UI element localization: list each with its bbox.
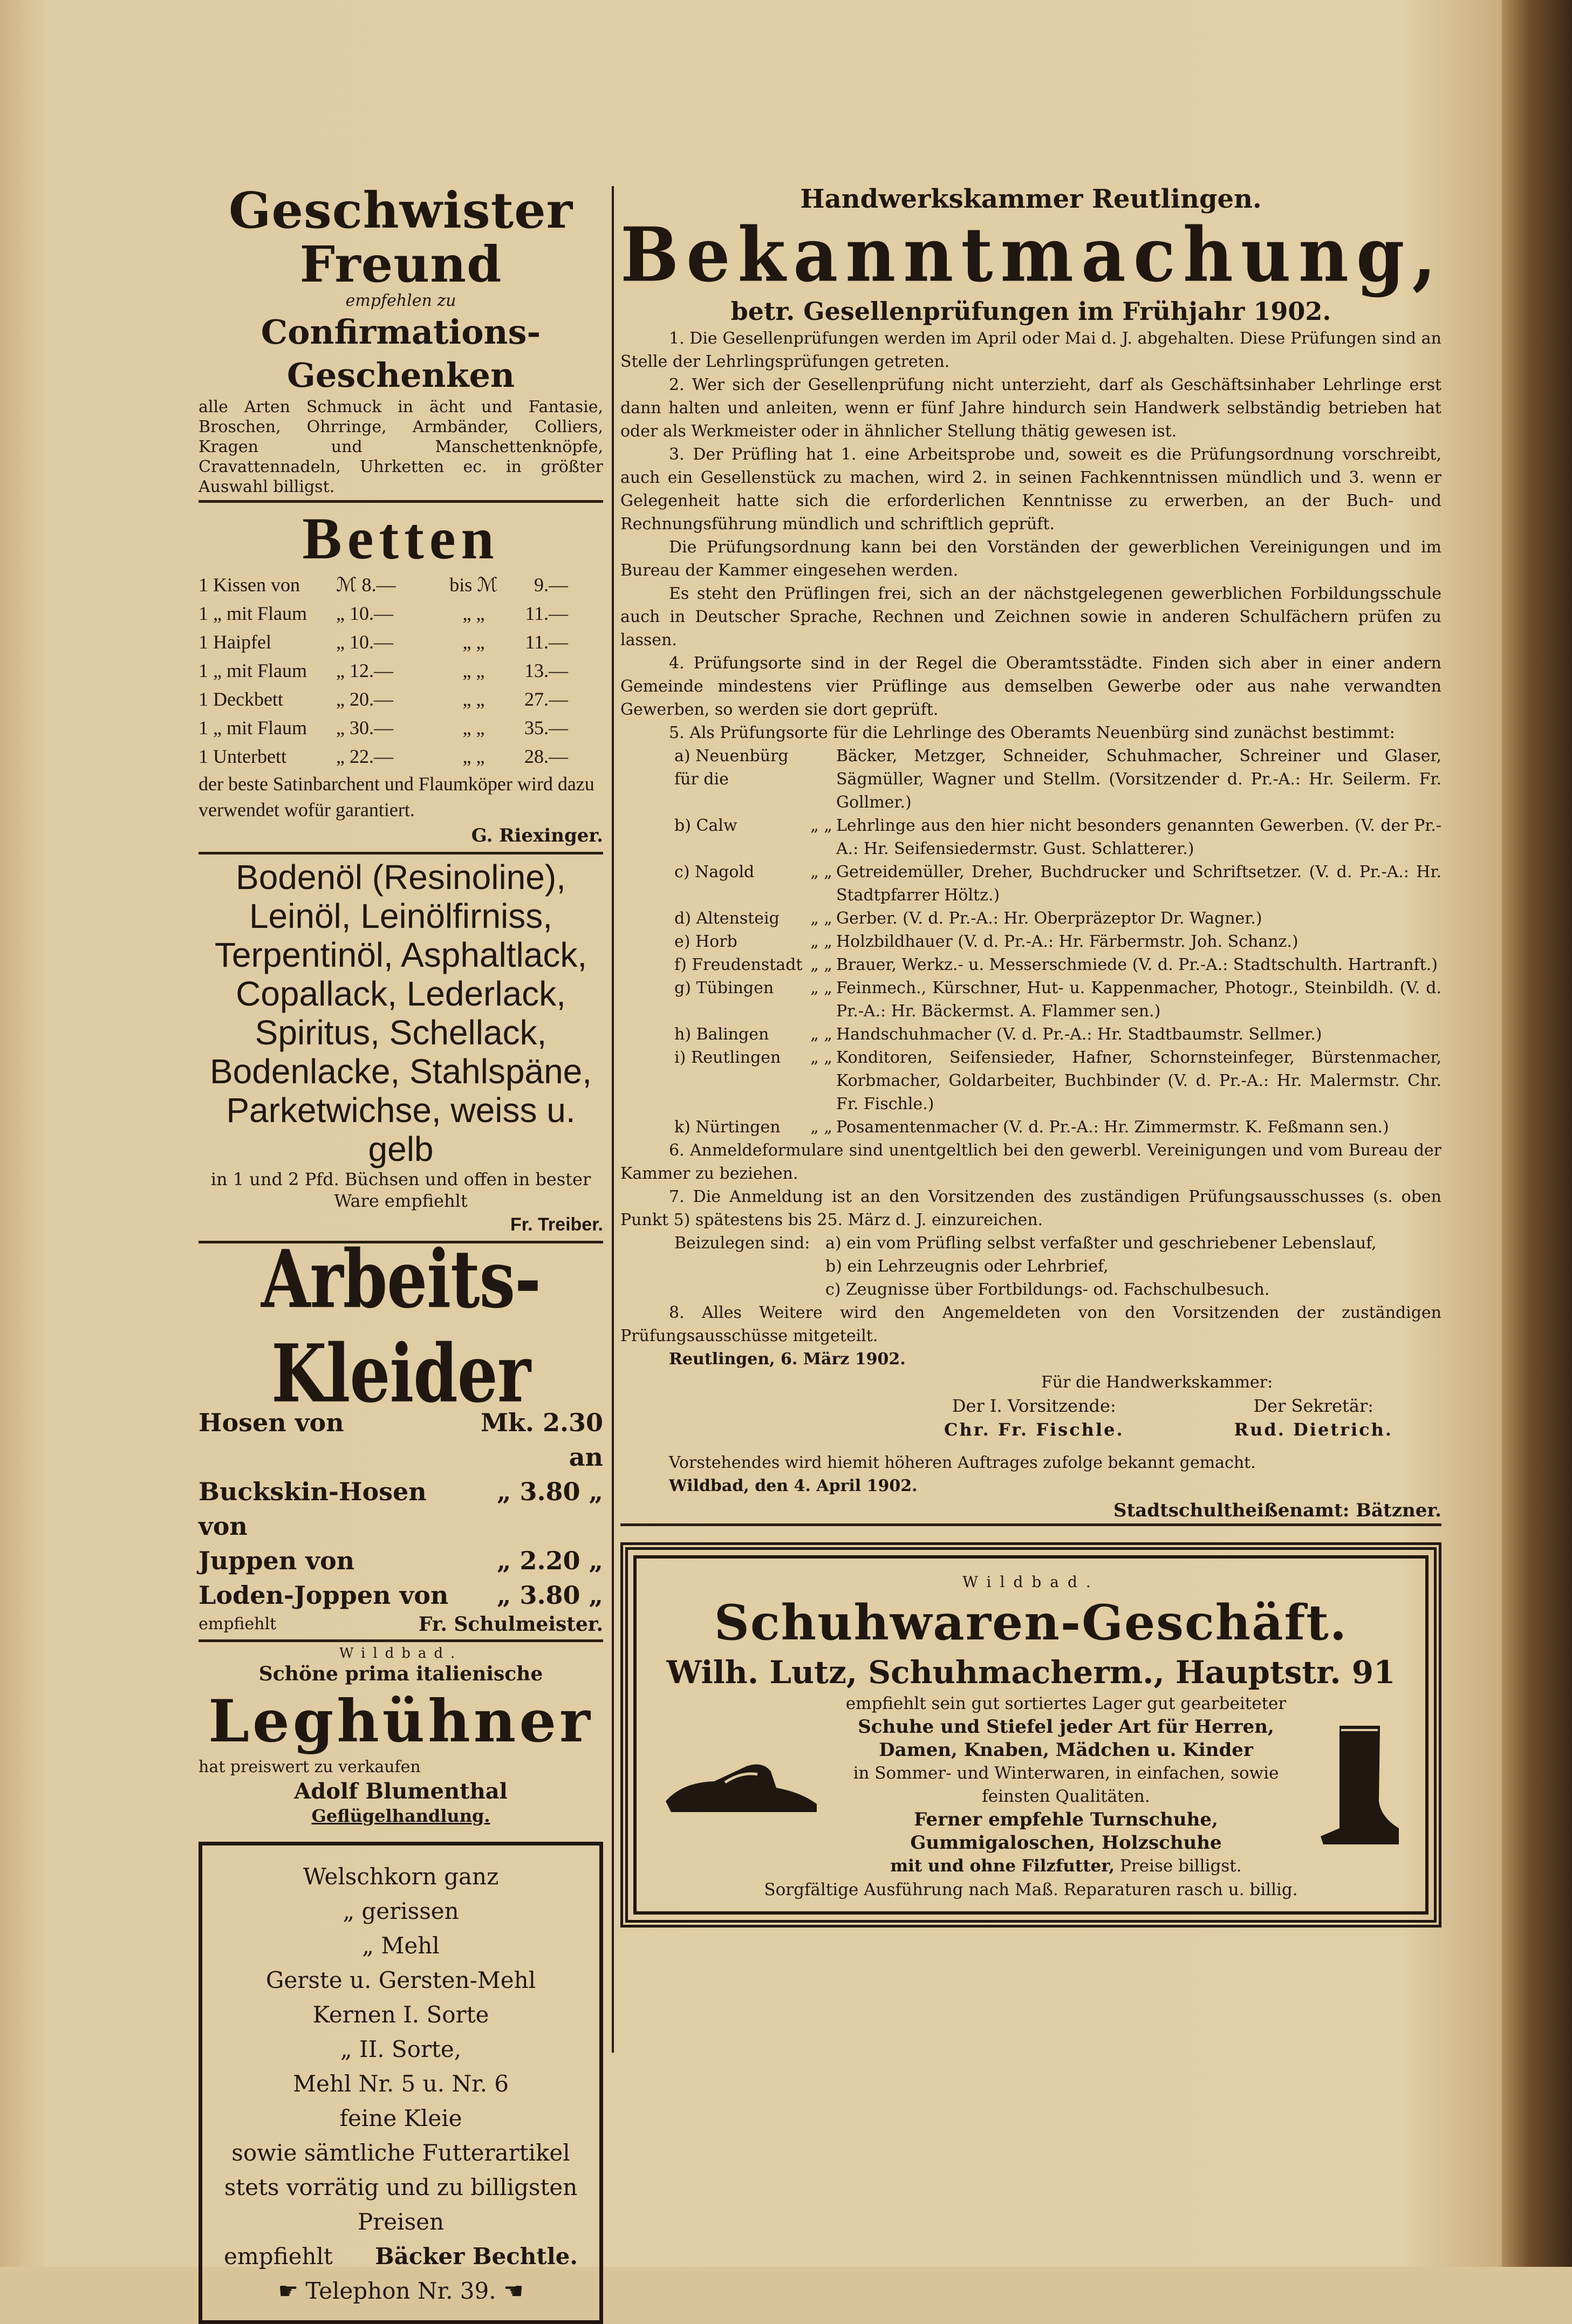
oil-line: Parketwichse, weiss u. gelb [226,1091,576,1168]
price-cell: „ 10.— [336,603,393,624]
ad-text: alle Arten Schmuck in ächt und Fantasie, Broschen, Ohrringe, Armbänder, Colliers, Kragen und Manschettenknöpfe, Cravattennadeln, Uhrketten ec. in größter Auswahl billigst. [199,398,603,496]
ad-leghuehner [199,1645,603,1827]
ad-signature: Fr. Schulmeister. [418,1613,603,1636]
price-row [199,742,603,771]
price-cell: „ „ [462,717,485,739]
location-row [620,953,1441,976]
item-price: Mk. 2.30 an [481,1408,603,1472]
ad-name: Adolf Blumenthal [294,1779,508,1804]
price-cell: 1 Kissen von [199,574,300,596]
attachments-list [620,1232,1441,1301]
attachment-item: c) Zeugnisse über Fortbildungs- od. Fachschulbesuch. [825,1280,1270,1299]
location-name: c) Nagold [674,863,755,881]
price-row [199,571,603,599]
oil-line: Bodenlacke, Stahlspäne, [209,1052,592,1091]
location-trades: Holzbildhauer (V. d. Pr.-A.: Hr. Färbermstr. Joh. Schanz.) [836,932,1298,951]
item-price: „ 3.80 „ [497,1477,603,1506]
pointing-hand-left-icon: ☚ [503,2278,524,2304]
signature-role: Der Sekretär: [1253,1396,1374,1416]
price-row [199,714,603,742]
price-row [199,1474,603,1543]
price-cell: „ 22.— [336,746,393,767]
location-name: e) Horb [674,932,737,951]
price-cell: 1 Deckbett [199,688,283,710]
goods-line: „ II. Sorte, [340,2036,462,2062]
price-cell: 1 Haipfel [199,631,271,653]
ad-title: Schuhwaren-Geschäft. [714,1594,1348,1651]
signature-role: Der I. Vorsitzende: [952,1396,1116,1416]
location-trades: Getreidemüller, Dreher, Buchdrucker und Schriftsetzer. (V. d. Pr.-A.: Hr. Stadtpfarrer Höltz.) [836,863,1441,905]
price-row [199,1543,603,1578]
location-ditto: „ „ [810,1048,832,1067]
ad-signature: G. Riexinger. [471,825,603,846]
signature-chair [944,1394,1124,1441]
price-cell: „ „ [462,631,485,653]
price-cell: 1 „ mit Flaum [199,660,307,681]
notice-heading: Handwerkskammer Reutlingen. [800,184,1262,214]
price-row [199,1578,603,1612]
attachment-item: a) ein vom Prüfling selbst verfaßter und geschriebener Lebenslauf, [825,1234,1377,1253]
ad-text-block [822,1692,1310,1878]
location-row [620,744,1441,814]
attachment-row [620,1232,1441,1255]
attachment-label [620,1255,825,1278]
location-row [620,976,1441,1023]
location-ditto: „ „ [810,932,832,951]
oil-line: Spiritus, Schellack, [255,1013,547,1052]
ad-body [660,1692,1402,1878]
notice-paragraph: Es steht den Prüflingen frei, sich an der nächstgelegenen gewerblichen Forbildungsschule auch in Deutscher Sprache, Rechnen und Zeichnen sowie in anderen Schulfächern prüfen zu lassen. [620,584,1441,650]
ad-signature: Fr. Treiber. [510,1214,603,1235]
location-row [620,814,1441,860]
notice-office: Stadtschultheißenamt: Bätzner. [620,1498,1441,1526]
location-ditto: „ „ [810,979,832,997]
location-ditto: „ „ [810,863,832,881]
location-name: k) Nürtingen [674,1118,781,1137]
ad-betten [199,506,603,849]
ad-footer: Sorgfältige Ausführung nach Maß. Reparaturen rasch u. billig. [764,1880,1298,1899]
location-name: i) Reutlingen [674,1048,781,1067]
notice-for: Für die Handwerkskammer: [1041,1373,1273,1392]
phone-text: Telephon Nr. 39. [305,2278,496,2304]
price-list [199,1405,603,1612]
oil-list [199,858,603,1168]
goods-line: Mehl Nr. 5 u. Nr. 6 [292,2070,509,2097]
divider [199,500,603,503]
notice-paragraph: 1. Die Gesellenprüfungen werden im April oder Mai d. J. abgehalten. Diese Prüfungen sind an Stelle der Lehrlingsprüfungen getreten. [620,329,1441,371]
boot-icon [1310,1720,1402,1850]
goods-line: „ gerissen [343,1898,459,1924]
ad-line: Ferner empfehle Turnschuhe, Gummigaloschen, Holzschuhe [910,1809,1222,1854]
book-spine [1502,0,1572,2267]
oil-line: Bodenöl (Resinoline), [236,858,566,897]
signature-name: Rud. Dietrich. [1234,1419,1393,1440]
price-cell: 1 „ mit Flaum [199,603,307,624]
item-name: Hosen von [199,1408,344,1437]
ad-geschwister-freund [199,183,603,497]
notice-note: Vorstehendes wird hiemit höheren Auftrages zufolge bekannt gemacht. [669,1453,1256,1472]
notice-paragraph: 7. Die Anmeldung ist an den Vorsitzenden des zuständigen Prüfungsausschusses (s. oben Punkt 5) spätestens bis 25. März d. J. einzureichen. [620,1187,1441,1229]
ad-line-price: Preise billigst. [1120,1856,1242,1876]
divider [199,1639,603,1642]
ad-place: Wildbad. [339,1645,463,1662]
location-name: h) Balingen [674,1025,769,1044]
location-name: a) Neuenbürg für die [674,747,789,789]
location-trades: Bäcker, Metzger, Schneider, Schuhmacher, Schreiner und Glaser, Sägmüller, Wagner und Stellm. (Vorsitzender d. Pr.-A.: Hr. Seilerm. Fr. Gollmer.) [836,747,1441,812]
ad-text: in 1 und 2 Pfd. Büchsen und offen in bester Ware empfiehlt [210,1169,591,1211]
location-trades: Lehrlinge aus den hier nicht besonders genannten Gewerben. (V. der Pr.-A.: Hr. Seifensiedermstr. Gust. Schlatterer.) [836,816,1441,858]
goods-list [218,1860,583,2239]
ad-footer [199,1612,603,1636]
ad-line: Schuhe und Stiefel jeder Art für Herren, Damen, Knaben, Mädchen u. Kinder [858,1716,1274,1761]
left-column [199,183,603,2324]
price-cell: 28.— [524,746,568,767]
ad-title: Leghühner [208,1687,593,1755]
goods-line: Welschkorn ganz [303,1863,499,1890]
price-list [199,571,603,771]
ad-arbeitskleider [199,1232,603,1636]
ad-text: hat preiswert zu verkaufen [199,1758,421,1776]
goods-line: Kernen I. Sorte [312,2001,489,2028]
ad-subtitle: empfehlen zu [345,291,456,310]
phone-line [218,2274,583,2308]
price-cell: „ „ [462,660,485,681]
ad-text: der beste Satinbarchent und Flaumköper wird dazu verwendet wofür garantiert. [199,773,594,821]
price-cell: 11.— [525,631,568,653]
location-row [620,1023,1441,1046]
price-cell: ℳ 8.— [336,574,396,596]
notice-note-date: Wildbad, den 4. April 1902. [669,1477,918,1495]
location-row [620,930,1441,953]
item-price: „ 3.80 „ [497,1581,603,1610]
price-row [199,657,603,685]
price-cell: 1 Unterbett [199,746,286,767]
location-trades: Konditoren, Seifensieder, Hafner, Schornsteinfeger, Bürstenmacher, Korbmacher, Goldarbeiter, Buchbinder (V. d. Pr.-A.: Hr. Malermstr. Chr. Fr. Fischle.) [836,1048,1441,1113]
signature-name: Chr. Fr. Fischle. [944,1419,1124,1440]
price-cell: 1 „ mit Flaum [199,717,307,739]
price-cell: 11.— [525,603,568,624]
ad-title: Betten [302,505,500,571]
attachment-label: Beizulegen sind: [674,1234,810,1253]
attachment-row [620,1278,1441,1301]
notice-paragraph: 4. Prüfungsorte sind in der Regel die Oberamtsstädte. Finden sich aber in einer andern Gemeinde mindestens vier Prüflinge aus demselben Gewerbe oder aus nahe verwandten Gewerben, so werden sie dort geprüft. [620,654,1441,719]
notice-paragraph: Die Prüfungsordnung kann bei den Vorständen der gewerblichen Vereinigungen und im Bureau der Kammer eingesehen werden. [620,538,1441,580]
location-ditto: „ „ [810,816,832,835]
ad-line [822,1855,1310,1878]
location-name: d) Altensteig [674,909,780,928]
item-name: Buckskin-Hosen von [199,1477,427,1541]
ad-line: in Sommer- und Winterwaren, in einfachen, sowie feinsten Qualitäten. [853,1763,1279,1806]
location-row [620,860,1441,907]
ad-text: empfiehlt [199,1615,277,1633]
ad-owner: Wilh. Lutz, Schuhmacherm., Hauptstr. 91 [666,1654,1396,1691]
ad-oils [199,858,603,1238]
price-cell: 27.— [524,688,568,710]
column-divider [612,186,614,2053]
ad-line: empfiehlt sein gut sortiertes Lager gut gearbeiteter [845,1694,1287,1713]
oil-line: Leinöl, Leinölfirniss, [249,897,553,935]
price-row [199,685,603,714]
notice-paragraph: 2. Wer sich der Gesellenprüfung nicht unterzieht, darf als Geschäftsinhaber Lehrlinge erst dann halten und anleiten, wenn er fünf Jahre hindurch sein Handwerk selbständig betrieben hat oder als Werkmeister oder in ähnlicher Stellung thätig gewesen ist. [620,375,1441,441]
location-ditto [806,744,836,814]
ad-business: Geflügelhandlung. [311,1806,490,1826]
location-trades: Feinmech., Kürschner, Hut- u. Kappenmacher, Photogr., Steinbildh. (V. d. Pr.-A.: Hr. Bäckermst. A. Flammer sen.) [836,979,1441,1021]
location-trades: Posamentenmacher (V. d. Pr.-A.: Hr. Zimmermstr. K. Feßmann sen.) [836,1118,1389,1137]
notice-subtitle: betr. Gesellenprüfungen im Frühjahr 1902. [730,297,1331,326]
attachment-row [620,1255,1441,1278]
signature-secretary [1234,1394,1393,1441]
exam-locations [620,744,1441,1139]
signatures [620,1394,1441,1441]
divider [199,852,603,855]
location-ditto: „ „ [810,1025,832,1044]
location-row [620,907,1441,930]
ad-bechtle [199,1842,603,2324]
notice-date: Reutlingen, 6. März 1902. [669,1350,906,1369]
price-cell: 9.— [534,574,568,596]
notice-paragraph: 3. Der Prüfling hat 1. eine Arbeitsprobe und, soweit es die Prüfungsordnung vorschreibt, auch ein Gesellenstück zu machen, wird 2. in seinen Fachkenntnissen mündlich und 3. wenn er Gelegenheit hatte sich die erforderlichen Kenntnisse zu erwerben, an der Buch- und Rechnungsführung mündlich und schriftlich geprüft. [620,445,1441,534]
price-cell: „ „ [462,746,485,767]
location-name: f) Freudenstadt [674,955,803,974]
location-name: b) Calw [674,816,737,835]
ad-title: Geschwister Freund [228,181,573,293]
ad-line-bold: mit und ohne Filzfutter, [890,1856,1115,1876]
notice-paragraph: 5. Als Prüfungsorte für die Lehrlinge des Oberamts Neuenbürg sind zunächst bestimmt: [669,723,1395,742]
goods-line: stets vorrätig und zu billigsten Preisen [224,2174,578,2235]
notice-paragraph: 8. Alles Weitere wird den Angemeldeten von den Vorsitzenden der zuständigen Prüfungsausschüsse mitgeteilt. [620,1303,1441,1345]
price-cell: bis ℳ [449,574,498,596]
ad-place: Wildbad. [962,1573,1099,1591]
oil-line: Copallack, Lederlack, [236,974,566,1013]
ad-subtitle: Schöne prima italienische [258,1663,543,1685]
goods-line: sowie sämtliche Futterartikel [231,2140,570,2166]
ad-signature: Bäcker Bechtle. [375,2243,578,2270]
location-row [620,1046,1441,1116]
ad-schuhwaren [620,1542,1441,1927]
price-cell: „ 20.— [336,688,393,710]
price-cell: „ „ [462,688,485,710]
goods-line: Gerste u. Gersten-Mehl [265,1967,536,1993]
item-name: Juppen von [199,1546,355,1575]
right-column [620,183,1444,1927]
item-name: Loden-Joppen von [199,1581,449,1610]
goods-line: feine Kleie [339,2105,462,2131]
price-row [199,628,603,657]
price-cell: 13.— [524,660,568,681]
location-row [620,1116,1441,1139]
goods-line: „ Mehl [362,1932,440,1959]
pointing-hand-right-icon: ☛ [278,2278,299,2304]
notice-body [620,327,1441,744]
notice-paragraph: 6. Anmeldeformulare sind unentgeltlich bei den gewerbl. Vereinigungen und vom Bureau der Kammer zu beziehen. [620,1141,1441,1183]
price-cell: „ 30.— [336,717,393,739]
price-cell: „ 12.— [336,660,393,681]
location-name: g) Tübingen [674,979,774,997]
attachment-label [620,1278,825,1301]
location-trades: Gerber. (V. d. Pr.-A.: Hr. Oberpräzeptor Dr. Wagner.) [836,909,1262,928]
notice-title: Bekanntmachung, [620,211,1444,299]
shoe-icon [660,1750,822,1820]
price-cell: „ 10.— [336,631,393,653]
price-cell: 35.— [524,717,568,739]
item-price: „ 2.20 „ [497,1546,603,1575]
location-ditto: „ „ [810,1118,832,1137]
location-ditto: „ „ [810,955,832,974]
oil-line: Terpentinöl, Asphaltlack, [214,935,587,974]
ad-title: Arbeits-Kleider [261,1232,541,1420]
location-trades: Brauer, Werkz.- u. Messerschmiede (V. d. Pr.-A.: Stadtschulth. Hartranft.) [836,955,1438,974]
ad-title-2: Confirmations-Geschenken [261,312,541,395]
location-trades: Handschuhmacher (V. d. Pr.-A.: Hr. Stadtbaumstr. Sellmer.) [836,1025,1322,1044]
ad-footer [218,2239,583,2274]
ad-text: empfiehlt [224,2243,333,2270]
location-ditto: „ „ [810,909,832,928]
price-cell: „ „ [462,603,485,624]
attachment-item: b) ein Lehrzeugnis oder Lehrbrief, [825,1257,1109,1276]
price-row [199,599,603,628]
